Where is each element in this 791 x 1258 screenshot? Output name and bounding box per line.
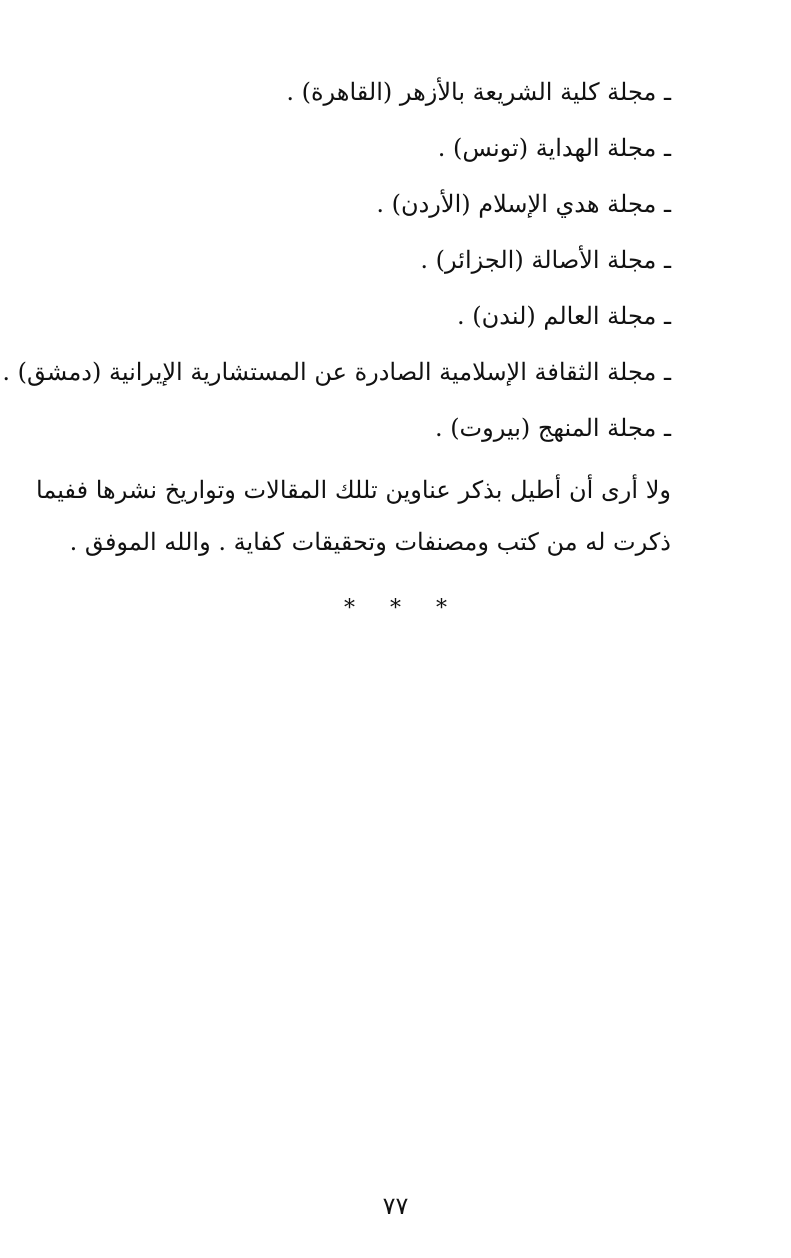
separator-star: * bbox=[344, 596, 355, 621]
separator-star: * bbox=[390, 596, 401, 621]
separator-star: * bbox=[436, 596, 447, 621]
list-item: ـ مجلة الأصالة (الجزائر) . bbox=[420, 246, 671, 274]
journal-list bbox=[2, 70, 671, 462]
list-item: ـ مجلة الثقافة الإسلامية الصادرة عن المستشارية الإيرانية (دمشق) . bbox=[2, 358, 671, 386]
closing-paragraph: ولا أرى أن أطيل بذكر عناوين تللك المقالات وتواريخ نشرها ففيما ذكرت له من كتب ومصنفات وتحقيقات كفاية . والله الموفق . bbox=[36, 476, 671, 556]
page-number: ٧٧ bbox=[382, 1192, 409, 1220]
list-item: ـ مجلة هدي الإسلام (الأردن) . bbox=[376, 190, 671, 218]
list-item: ـ مجلة العالم (لندن) . bbox=[457, 302, 671, 330]
section-separator bbox=[0, 596, 791, 621]
list-item: ـ مجلة الهداية (تونس) . bbox=[437, 134, 671, 162]
list-item: ـ مجلة المنهج (بيروت) . bbox=[434, 414, 671, 442]
list-item: ـ مجلة كلية الشريعة بالأزهر (القاهرة) . bbox=[286, 78, 671, 106]
